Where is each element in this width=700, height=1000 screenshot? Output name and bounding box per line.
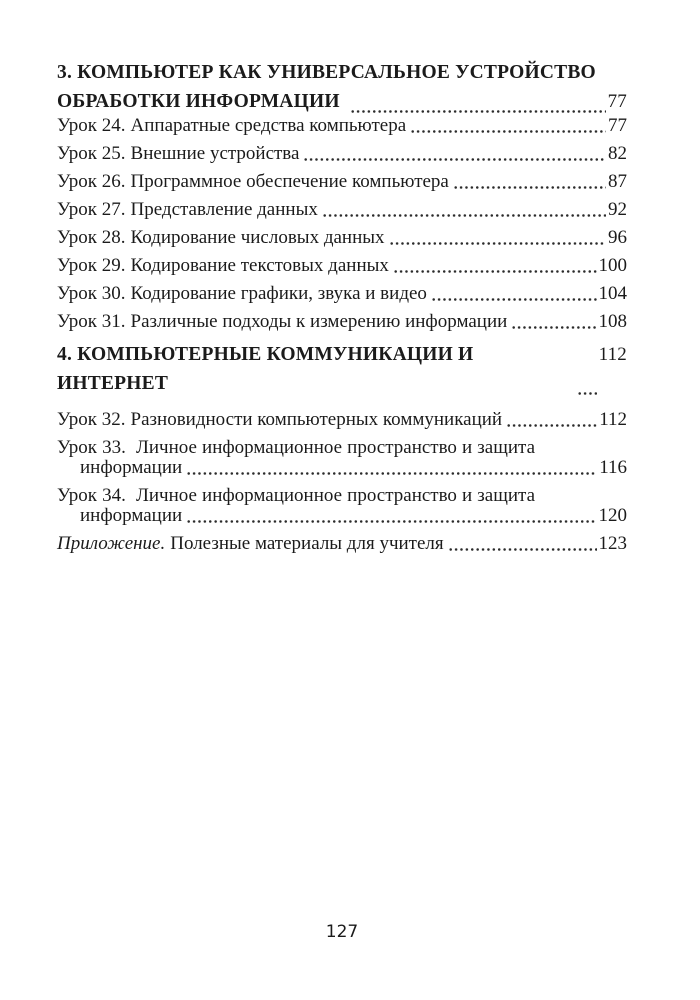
toc-entry-page: 108 bbox=[598, 311, 627, 332]
section-heading bbox=[57, 340, 627, 398]
toc-entry-label: Урок 27. bbox=[57, 199, 126, 220]
toc-entry-title: Представление данных bbox=[130, 199, 318, 220]
toc-entry-label: Урок 25. bbox=[57, 143, 126, 164]
toc-entry-appendix bbox=[57, 534, 627, 554]
dot-leader bbox=[577, 391, 597, 396]
toc-entry-label: Урок 31. bbox=[57, 311, 126, 332]
toc-entry bbox=[57, 284, 627, 304]
section-page-number: 77 bbox=[607, 91, 627, 112]
toc-entry-title: Личное информационное пространство и защита bbox=[135, 437, 536, 458]
toc-entry bbox=[57, 228, 627, 248]
toc-entry-title: Кодирование числовых данных bbox=[130, 227, 385, 248]
toc-entry-label: Урок 34. bbox=[57, 485, 126, 506]
toc-entry-page: 77 bbox=[608, 115, 627, 136]
dot-leader bbox=[350, 109, 606, 114]
section-heading-row bbox=[57, 340, 627, 398]
toc-entry bbox=[57, 144, 627, 164]
dot-leader bbox=[303, 157, 606, 162]
toc-entry-page: 82 bbox=[608, 143, 627, 164]
toc-entry bbox=[57, 438, 627, 478]
toc-entry-label: Урок 29. bbox=[57, 255, 126, 276]
toc-entry-title: Полезные материалы для учителя bbox=[170, 533, 444, 554]
toc-entry-first-line bbox=[57, 486, 535, 506]
toc-entry bbox=[57, 486, 627, 526]
toc-entry bbox=[57, 200, 627, 220]
dot-leader bbox=[186, 471, 597, 476]
section-heading-line2: ОБРАБОТКИ ИНФОРМАЦИИ bbox=[57, 91, 340, 112]
toc-entry-list bbox=[57, 116, 627, 332]
toc-entry-label: Приложение. bbox=[57, 533, 166, 554]
toc-entry bbox=[57, 116, 627, 136]
page-number: 127 bbox=[325, 922, 359, 942]
toc-entry-title: Кодирование графики, звука и видео bbox=[130, 283, 427, 304]
dot-leader bbox=[448, 547, 597, 552]
toc-section-communications bbox=[57, 340, 627, 554]
toc-entry-title: Различные подходы к измерению информации bbox=[130, 311, 508, 332]
toc-entry-title-continuation: информации bbox=[80, 457, 183, 478]
dot-leader bbox=[506, 423, 597, 428]
toc-entry-page: 104 bbox=[598, 283, 627, 304]
toc-entry-label: Урок 33. bbox=[57, 437, 126, 458]
toc-entry-label: Урок 28. bbox=[57, 227, 126, 248]
toc-entry-page: 120 bbox=[598, 505, 627, 526]
dot-leader bbox=[410, 129, 606, 134]
toc-entry bbox=[57, 410, 627, 430]
toc-entry-label: Урок 26. bbox=[57, 171, 126, 192]
toc-entry-page: 96 bbox=[608, 227, 627, 248]
toc-entry-page: 116 bbox=[599, 457, 627, 478]
section-heading bbox=[57, 58, 627, 116]
dot-leader bbox=[393, 269, 597, 274]
toc-entry bbox=[57, 172, 627, 192]
section-page-number: 112 bbox=[598, 344, 627, 365]
dot-leader bbox=[389, 241, 606, 246]
toc-entry-title: Разновидности компьютерных коммуникаций bbox=[130, 409, 503, 430]
dot-leader bbox=[453, 185, 606, 190]
toc-entry-label: Урок 32. bbox=[57, 409, 126, 430]
toc-entry-page: 112 bbox=[599, 409, 627, 430]
toc-entry-title: Кодирование текстовых данных bbox=[130, 255, 389, 276]
toc-entry-page: 92 bbox=[608, 199, 627, 220]
section-heading-line1: 3. КОМПЬЮТЕР КАК УНИВЕРСАЛЬНОЕ УСТРОЙСТВО bbox=[57, 62, 596, 83]
dot-leader bbox=[431, 297, 597, 302]
toc-entry-label: Урок 30. bbox=[57, 283, 126, 304]
toc-entry bbox=[57, 312, 627, 332]
section-heading-line1: 4. КОМПЬЮТЕРНЫЕ КОММУНИКАЦИИ И ИНТЕРНЕТ bbox=[57, 344, 474, 394]
toc-entry-page: 123 bbox=[598, 533, 627, 554]
toc-entry-list bbox=[57, 410, 627, 554]
section-heading-line2-row bbox=[57, 87, 627, 116]
table-of-contents bbox=[57, 58, 627, 562]
toc-section-computer bbox=[57, 58, 627, 332]
toc-entry-continuation-line bbox=[57, 506, 627, 526]
toc-entry-title: Внешние устройства bbox=[130, 143, 300, 164]
toc-entry-title: Аппаратные средства компьютера bbox=[130, 115, 407, 136]
toc-entry-page: 87 bbox=[608, 171, 627, 192]
toc-entry-label: Урок 24. bbox=[57, 115, 126, 136]
dot-leader bbox=[186, 519, 596, 524]
toc-entry-title: Личное информационное пространство и защита bbox=[135, 485, 536, 506]
dot-leader bbox=[511, 325, 596, 330]
dot-leader bbox=[322, 213, 606, 218]
toc-entry-page: 100 bbox=[598, 255, 627, 276]
toc-entry-title-continuation: информации bbox=[80, 505, 183, 526]
toc-entry bbox=[57, 256, 627, 276]
toc-entry-first-line bbox=[57, 438, 535, 458]
toc-entry-title: Программное обеспечение компьютера bbox=[130, 171, 449, 192]
toc-entry-continuation-line bbox=[57, 458, 627, 478]
